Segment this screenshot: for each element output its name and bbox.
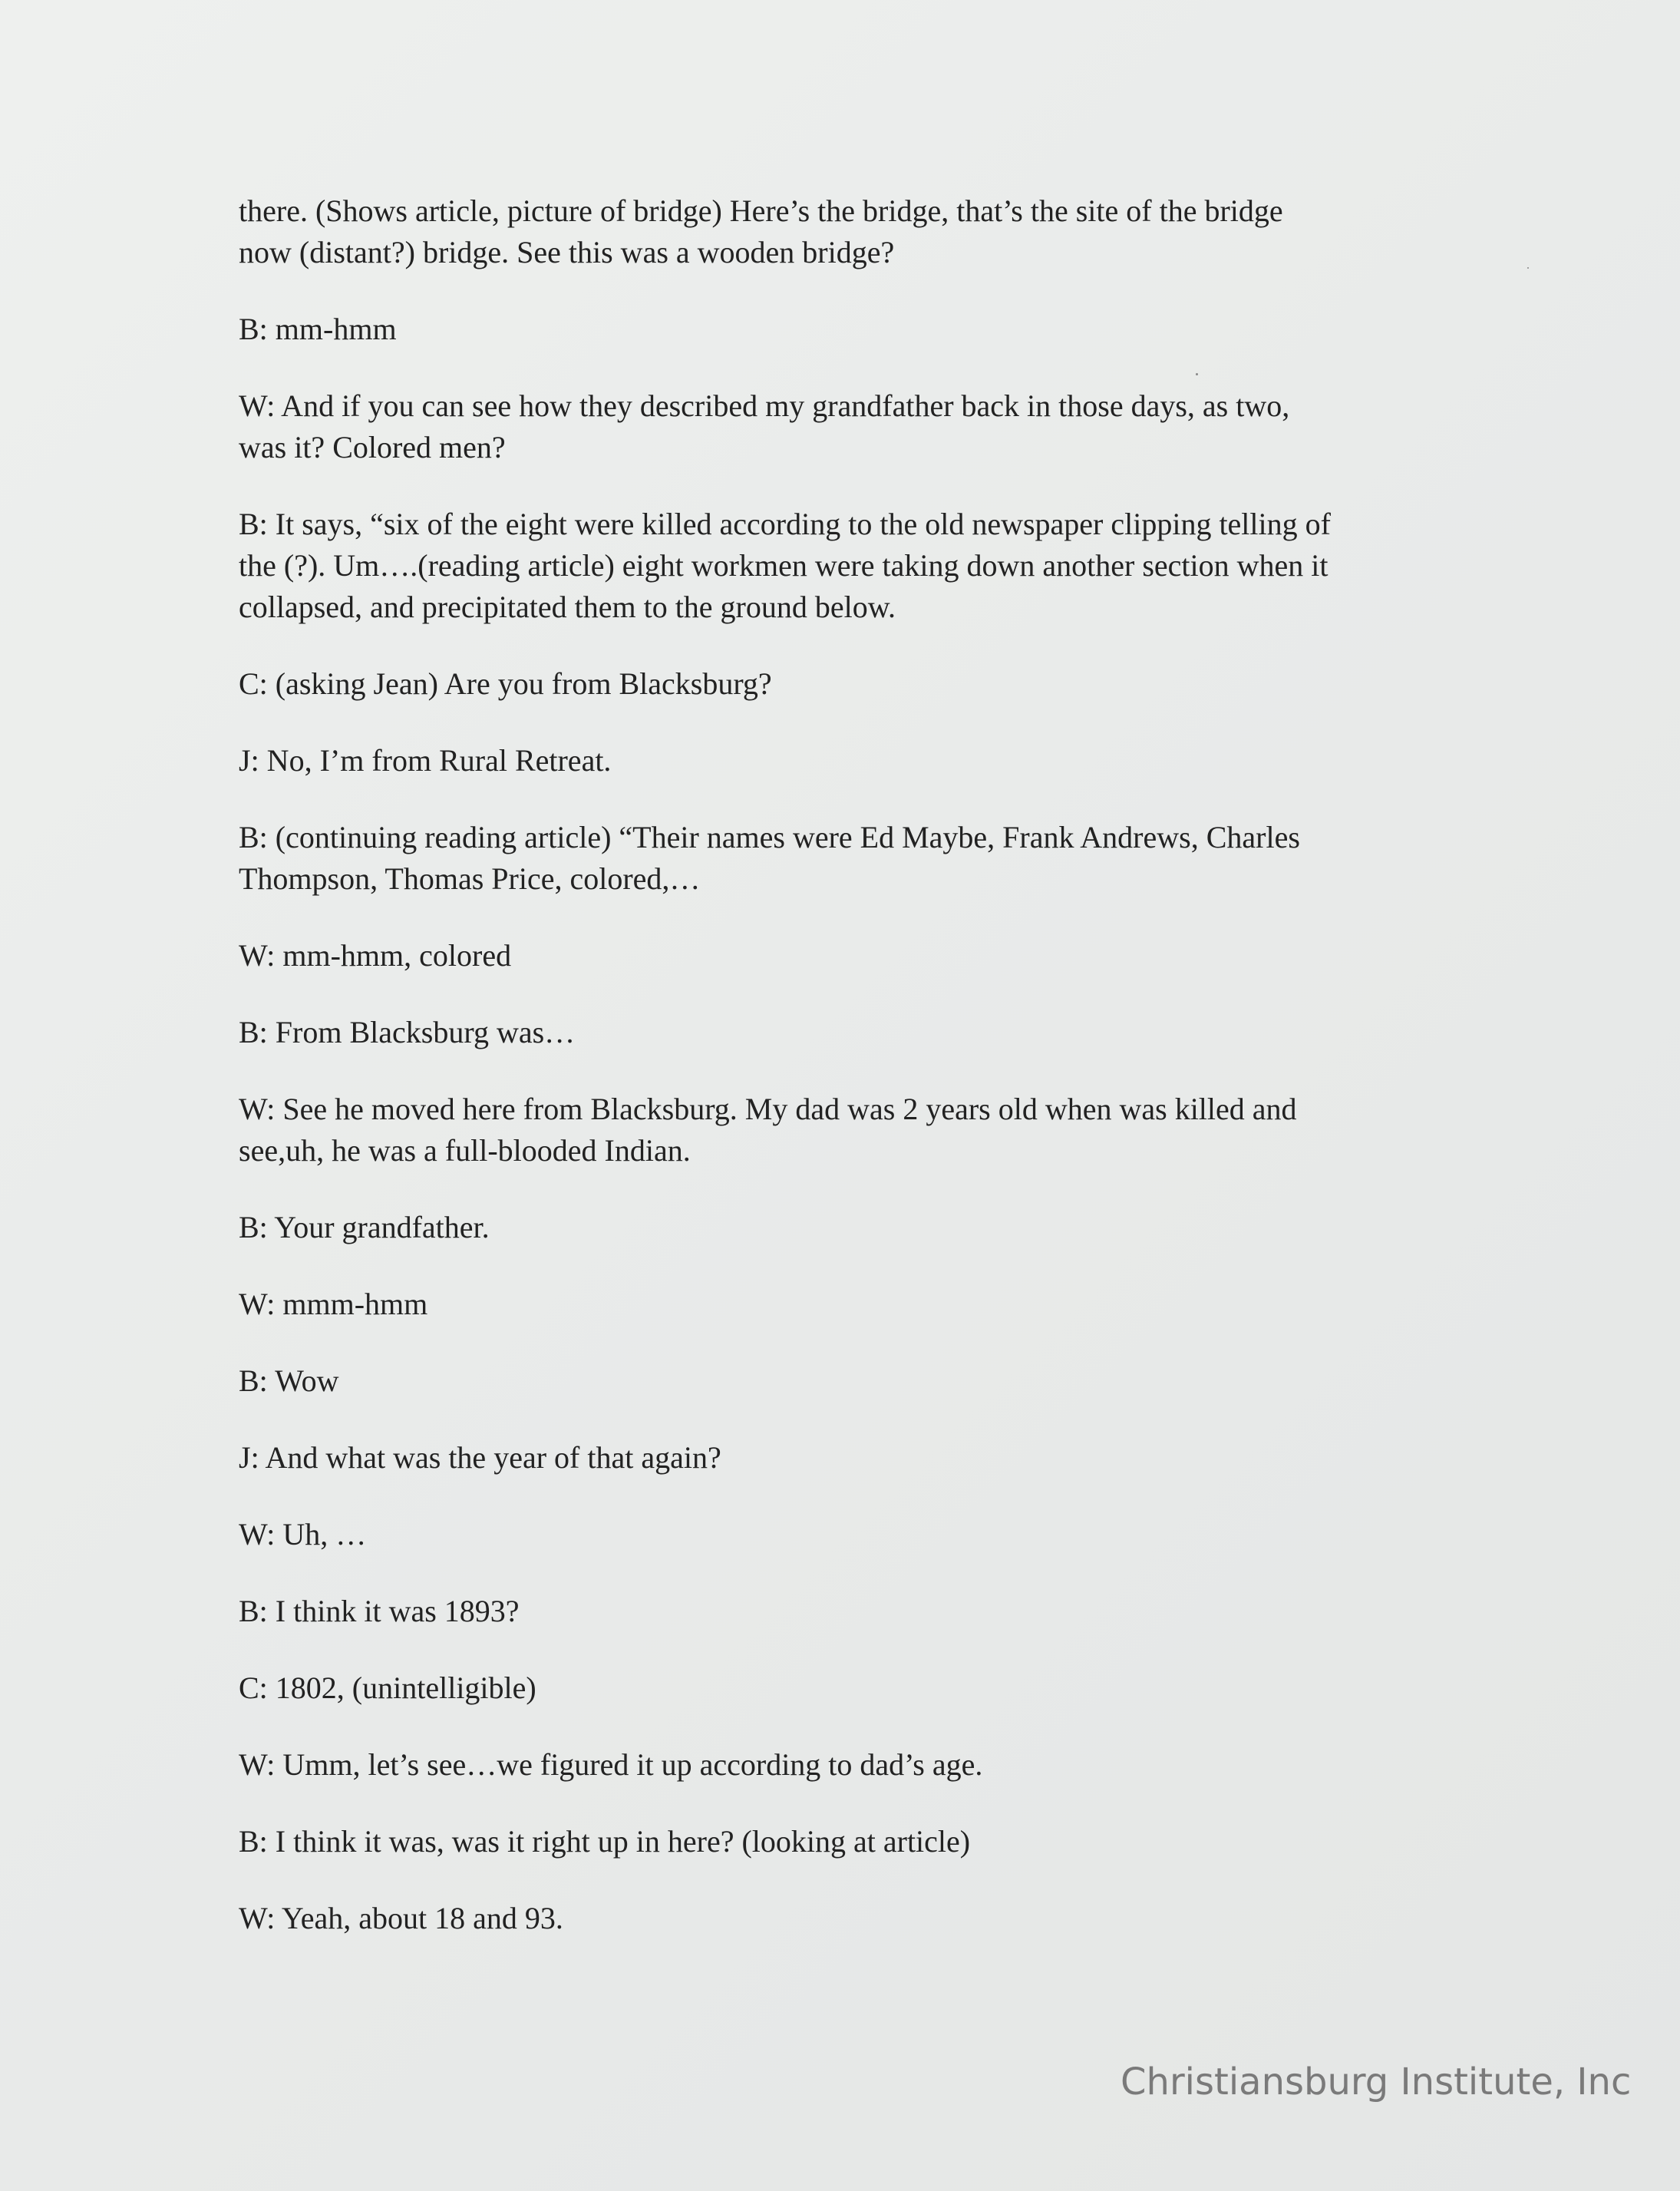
- transcript-paragraph: [239, 385, 1436, 468]
- transcript-paragraph: [239, 1667, 1436, 1709]
- transcript-line: B: Wow: [239, 1363, 339, 1398]
- transcript-line: B: I think it was, was it right up in here? (looking at article): [239, 1824, 971, 1859]
- transcript-paragraph: [239, 817, 1436, 900]
- transcript-line: the (?). Um….(reading article) eight workmen were taking down another section when it: [239, 548, 1328, 583]
- transcript-line: collapsed, and precipitated them to the ground below.: [239, 590, 896, 624]
- watermark: Christiansburg Institute, Inc: [1121, 2060, 1632, 2103]
- transcript-line: B: From Blacksburg was…: [239, 1015, 576, 1049]
- transcript-line: W: mm-hmm, colored: [239, 938, 512, 973]
- transcript-paragraph: [239, 935, 1436, 977]
- paper-speck: [1196, 373, 1198, 375]
- transcript-line: now (distant?) bridge. See this was a wooden bridge?: [239, 235, 895, 269]
- transcript-paragraph: [239, 1591, 1436, 1632]
- transcript-paragraph: [239, 1744, 1436, 1786]
- paper-speck: [1527, 267, 1529, 269]
- transcript-line: B: It says, “six of the eight were killed according to the old newspaper clipping telling of: [239, 507, 1331, 541]
- transcript-line: C: (asking Jean) Are you from Blacksburg?: [239, 666, 772, 701]
- transcript-paragraph: [239, 1284, 1436, 1325]
- transcript-line: was it? Colored men?: [239, 430, 506, 464]
- transcript-line: B: I think it was 1893?: [239, 1594, 520, 1628]
- transcript-line: W: mmm-hmm: [239, 1287, 428, 1321]
- transcript-line: C: 1802, (unintelligible): [239, 1671, 536, 1705]
- transcript-line: W: Uh, …: [239, 1517, 367, 1552]
- transcript-paragraph: [239, 1207, 1436, 1248]
- transcript-paragraph: [239, 1089, 1436, 1172]
- transcript-paragraph: [239, 190, 1436, 273]
- transcript-line: J: And what was the year of that again?: [239, 1440, 721, 1475]
- transcript-line: there. (Shows article, picture of bridge) Here’s the bridge, that’s the site of the bridge: [239, 193, 1283, 228]
- transcript-paragraph: [239, 663, 1436, 705]
- transcript-line: W: And if you can see how they described my grandfather back in those days, as two,: [239, 388, 1290, 423]
- transcript-line: W: See he moved here from Blacksburg. My dad was 2 years old when was killed and: [239, 1092, 1297, 1126]
- transcript-paragraph: [239, 1012, 1436, 1053]
- transcript-line: J: No, I’m from Rural Retreat.: [239, 743, 612, 778]
- transcript-line: W: Yeah, about 18 and 93.: [239, 1901, 563, 1935]
- transcript-paragraph: [239, 1360, 1436, 1402]
- transcript-line: B: (continuing reading article) “Their names were Ed Maybe, Frank Andrews, Charles: [239, 820, 1300, 854]
- transcript-paragraph: [239, 1821, 1436, 1862]
- transcript-paragraph: [239, 309, 1436, 350]
- transcript-body: [239, 190, 1436, 1975]
- transcript-paragraph: [239, 1898, 1436, 1939]
- transcript-paragraph: [239, 1437, 1436, 1479]
- transcript-line: see,uh, he was a full-blooded Indian.: [239, 1133, 691, 1168]
- transcript-paragraph: [239, 1514, 1436, 1555]
- transcript-line: B: mm-hmm: [239, 312, 397, 346]
- transcript-line: B: Your grandfather.: [239, 1210, 490, 1244]
- transcript-paragraph: [239, 740, 1436, 782]
- transcript-line: Thompson, Thomas Price, colored,…: [239, 861, 701, 896]
- transcript-line: W: Umm, let’s see…we figured it up according to dad’s age.: [239, 1747, 983, 1782]
- transcript-paragraph: [239, 504, 1436, 628]
